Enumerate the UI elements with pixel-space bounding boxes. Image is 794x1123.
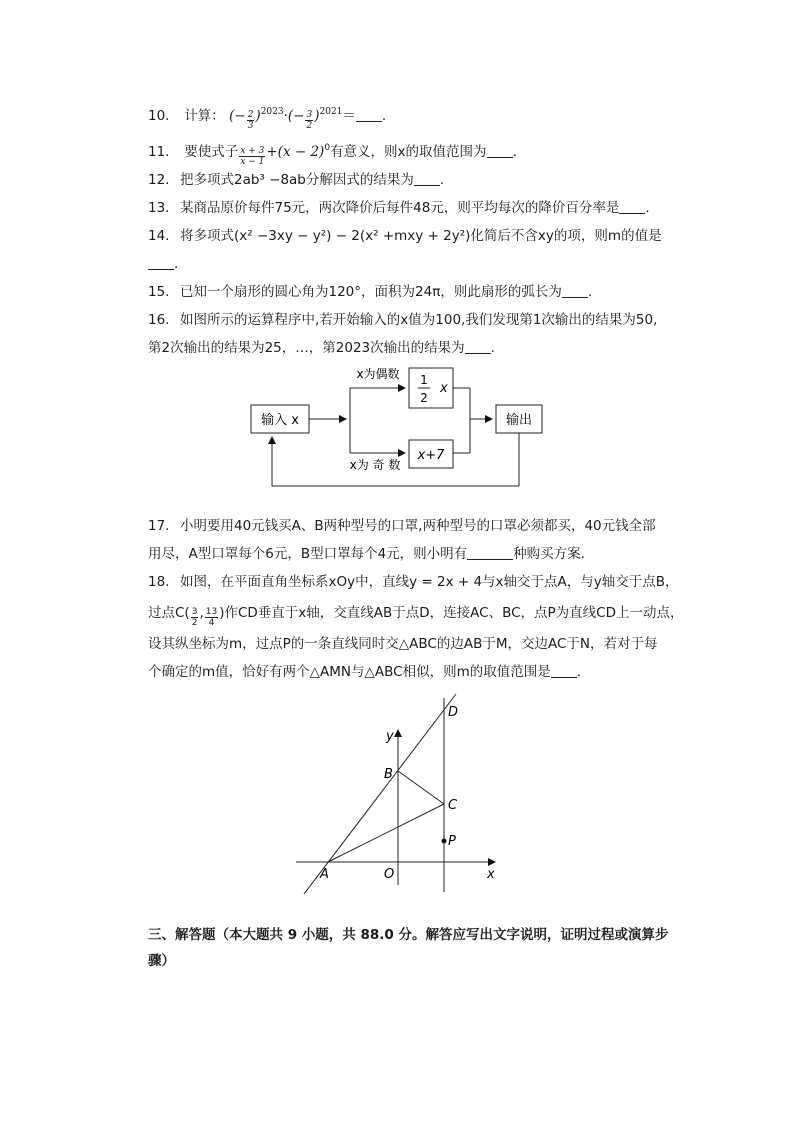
answer-blank <box>465 339 491 354</box>
answer-blank <box>467 545 513 560</box>
answer-blank <box>356 107 382 122</box>
question-number: 17. <box>148 518 170 534</box>
section-3-heading: 三、解答题（本大题共 9 小题，共 88.0 分。解答应写出文字说明，证明过程或演算步 骤） <box>148 927 669 969</box>
question-14: 14. 将多项式(x² −3xy − y²) − 2(x² +mxy + 2y²)化简后不含xy的项，则m的值是 <box>148 228 662 244</box>
fraction: $\frac{x + 3}{x - 1}$ <box>240 146 265 167</box>
question-number: 10. <box>148 108 170 124</box>
answer-blank <box>148 255 174 270</box>
answer-blank <box>562 283 588 298</box>
question-18: 18. 如图，在平面直角坐标系xOy中，直线y = 2x + 4与x轴交于点A，与y轴交于点B， <box>148 574 679 590</box>
question-number: 16. <box>148 312 170 328</box>
question-number: 12. <box>148 172 170 188</box>
line-ab <box>304 694 459 894</box>
answer-blank <box>487 143 513 158</box>
label-o: O <box>384 867 395 882</box>
fraction: $\frac{3}{2}$ <box>191 607 198 628</box>
question-number: 11. <box>148 144 170 160</box>
half-variable: x <box>440 381 448 396</box>
even-condition-label: x为偶数 <box>356 367 400 381</box>
math-expression: (− $\frac{2}{3}$ )$^{2023}$·(− $\frac{3}{2}$ )$^{2021}$ <box>229 107 343 131</box>
input-label: 输入 x <box>261 413 299 428</box>
question-16: 16. 如图所示的运算程序中,若开始输入的x值为100,我们发现第1次输出的结果为50, <box>148 312 658 328</box>
half-numerator: 1 <box>420 373 428 387</box>
half-denominator: 2 <box>420 391 428 405</box>
point-p <box>442 839 447 844</box>
question-17-line2: 用尽，A型口罩每个6元，B型口罩每个4元，则小明有 种购买方案. <box>148 546 585 562</box>
question-11: 11. 要使式子 $\frac{x + 3}{x - 1}$ $+(x - 2)^0$有意义，则x的取值范围为 . <box>148 143 517 167</box>
label-d: D <box>448 705 459 720</box>
label-c: C <box>448 798 458 813</box>
answer-blank <box>619 199 645 214</box>
question-16-line2: 第2次输出的结果为25，…，第2023次输出的结果为 . <box>148 340 495 356</box>
answer-blank <box>551 663 577 678</box>
output-label: 输出 <box>505 413 533 428</box>
question-number: 13. <box>148 200 170 216</box>
label-a: A <box>320 867 329 882</box>
label-p: P <box>448 834 456 849</box>
label-y: y <box>386 729 394 744</box>
question-18-line2: 过点C( $\frac{3}{2}$ , $\frac{13}{4}$ )作CD垂直于x轴，交直线AB于点D，连接AC、BC，点P为直线CD上一动点， <box>148 605 684 628</box>
question-prefix: 计算： <box>184 108 225 124</box>
answer-blank <box>414 171 440 186</box>
fraction: $\frac{13}{4}$ <box>205 607 218 628</box>
question-13: 13. 某商品原价每件75元，两次降价后每件48元，则平均每次的降价百分率是 . <box>148 200 650 216</box>
question-18-line3: 设其纵坐标为m，过点P的一条直线同时交△ABC的边AB于M，交边AC于N，若对于每 <box>148 636 658 652</box>
segment-bc <box>398 771 444 804</box>
question-number: 15. <box>148 284 170 300</box>
question-number: 18. <box>148 574 170 590</box>
label-x: x <box>487 867 495 882</box>
coordinate-graph <box>290 690 505 900</box>
odd-condition-label: x为 奇 数 <box>349 458 401 472</box>
question-10: 10. 计算： (− $\frac{2}{3}$ )$^{2023}$·(− $\frac{3}{2}$ )$^{2021}$＝ . <box>148 107 387 131</box>
question-12: 12. 把多项式2ab³ −8ab分解因式的结果为 . <box>148 172 445 188</box>
segment-ac <box>328 804 444 862</box>
question-15: 15. 已知一个扇形的圆心角为120°，面积为24π，则此扇形的弧长为 . <box>148 284 593 300</box>
question-number: 14. <box>148 228 170 244</box>
plus7-label: x+7 <box>417 448 445 463</box>
question-18-line4: 个确定的m值，恰好有两个△AMN与△ABC相似，则m的取值范围是 . <box>148 664 582 680</box>
flowchart-diagram <box>240 360 560 495</box>
label-b: B <box>384 767 393 782</box>
question-14-line2: . <box>148 254 178 274</box>
question-17: 17. 小明要用40元钱买A、B两种型号的口罩,两种型号的口罩必须都买，40元钱全部 <box>148 518 656 534</box>
